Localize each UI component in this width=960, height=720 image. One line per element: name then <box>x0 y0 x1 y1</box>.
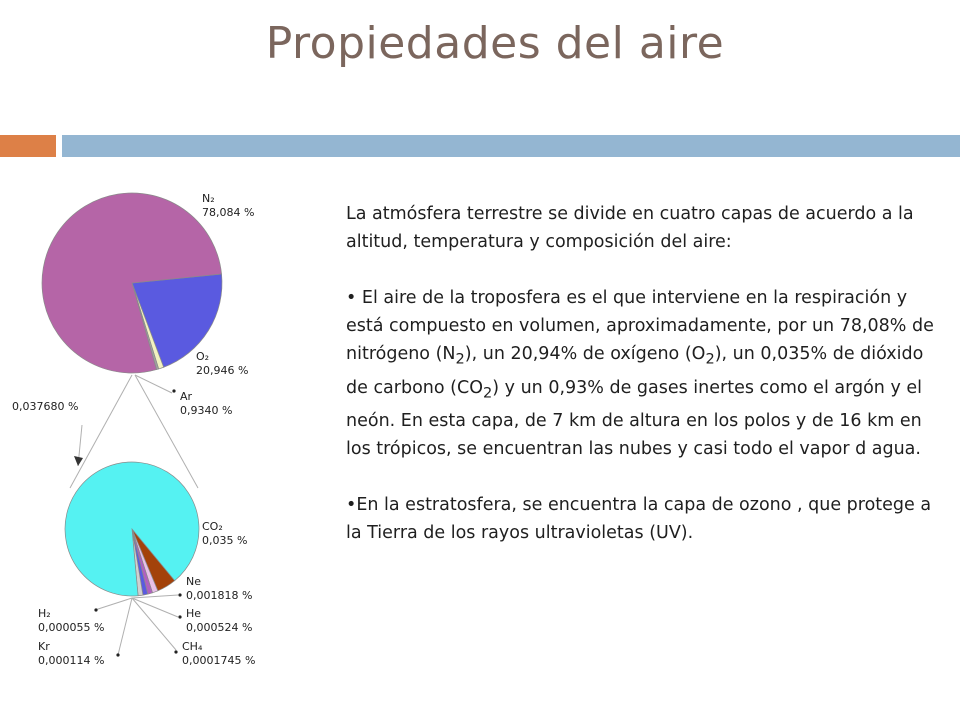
accent-bar-orange <box>0 135 56 157</box>
label-he <box>186 607 252 635</box>
label-co2-name: CO₂ <box>202 520 223 533</box>
subscript-n2: 2 <box>455 350 465 368</box>
slide-title: Propiedades del aire <box>265 18 725 69</box>
label-ar-name: Ar <box>180 390 193 403</box>
label-o2-name: O₂ <box>196 350 210 363</box>
label-o2-value: 20,946 % <box>196 364 249 377</box>
dot-ne <box>178 593 181 596</box>
label-h2 <box>38 607 104 635</box>
label-co2 <box>202 520 247 548</box>
troposphere-text-2: ), un 20,94% de oxígeno (O <box>464 344 706 364</box>
label-total-trace: 0,037680 % <box>12 400 79 413</box>
label-h2-value: 0,000055 % <box>38 621 105 634</box>
label-he-value: 0,000524 % <box>186 621 253 634</box>
dot-kr <box>116 653 119 656</box>
label-n2-value: 78,084 % <box>202 206 255 219</box>
leader-ch4 <box>132 598 176 650</box>
label-kr <box>38 640 104 668</box>
label-co2-value: 0,035 % <box>202 534 248 547</box>
label-ne-name: Ne <box>186 575 201 588</box>
label-n2-name: N₂ <box>202 192 215 205</box>
label-ch4-name: CH₄ <box>182 640 203 653</box>
subscript-co2: 2 <box>482 384 493 401</box>
label-ch4-value: 0,0001745 % <box>182 654 256 667</box>
label-o2 <box>196 350 248 378</box>
leader-he <box>132 598 178 617</box>
bullet-troposphere <box>346 284 946 463</box>
label-kr-name: Kr <box>38 640 50 653</box>
label-he-name: He <box>186 607 202 620</box>
label-kr-value: 0,000114 % <box>38 654 105 667</box>
dot-ar <box>172 389 175 392</box>
troposphere-text-1: • El aire de la troposfera es el que interviene en la respiración y está compuesto en volumen, aproximadamente, por un 78,08% de nitrógeno (N <box>346 288 934 364</box>
slide-body <box>346 200 946 547</box>
label-ne-value: 0,001818 % <box>186 589 253 602</box>
slice-co2 <box>65 462 199 596</box>
label-ar <box>180 390 232 418</box>
dot-he <box>178 615 181 618</box>
label-n2 <box>202 192 254 220</box>
leader-kr <box>118 598 132 655</box>
bullet-stratosphere: •En la estratosfera, se encuentra la capa de ozono , que protege a la Tierra de los rayos ultravioletas (UV). <box>346 495 932 543</box>
accent-bar-blue <box>62 135 960 157</box>
troposphere-text-3: ), un 0,035% de dióxido de carbono (CO <box>346 344 924 398</box>
troposphere-text-4: ) y un 0,93% de gases inertes como el argón y el neón. En esta capa, de 7 km de altura en los polos y de 16 km en los trópicos, se encuentran las nubes y casi todo el vapor d agua. <box>346 377 922 459</box>
dot-ch4 <box>174 650 177 653</box>
label-ne <box>186 575 252 603</box>
pie-trace-gases <box>65 462 199 596</box>
air-composition-figure <box>0 170 320 690</box>
label-h2-name: H₂ <box>38 607 51 620</box>
label-ch4 <box>182 640 255 668</box>
subscript-o2: 2 <box>705 350 715 368</box>
pie-main-gases <box>42 193 222 373</box>
intro-paragraph: La atmósfera terrestre se divide en cuatro capas de acuerdo a la altitud, temperatura y composición del aire: <box>346 204 914 252</box>
label-ar-value: 0,9340 % <box>180 404 233 417</box>
arrow-head-icon <box>74 456 83 466</box>
